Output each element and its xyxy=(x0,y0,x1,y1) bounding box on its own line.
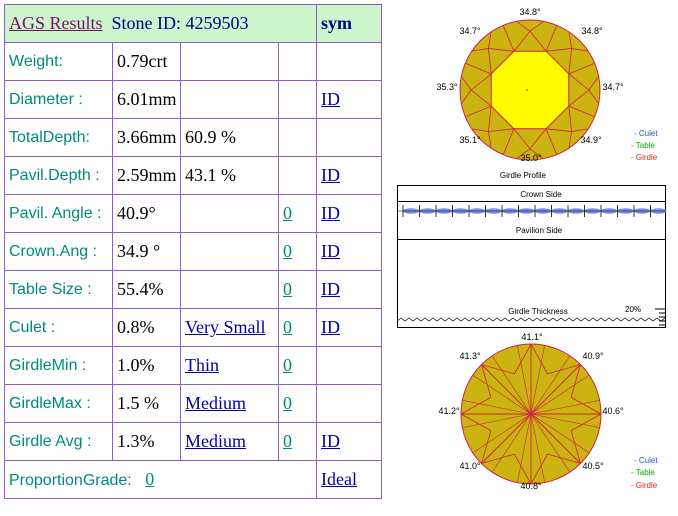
row-label-cell xyxy=(5,233,113,271)
row-id-link[interactable]: ID xyxy=(321,165,340,185)
row-value: 34.9 ° xyxy=(117,241,161,261)
row-value-2-cell xyxy=(181,233,279,271)
culet-dot xyxy=(526,89,528,91)
row-label-cell xyxy=(5,347,113,385)
angle-top: 34.8° xyxy=(519,7,541,17)
proportion-grade-link[interactable]: 0 xyxy=(145,469,155,489)
row-id-link-cell xyxy=(317,347,382,385)
legend-table: - Table xyxy=(631,141,655,150)
row-value: 1.5 % xyxy=(117,393,159,413)
pav-angle-bottom: 40.8° xyxy=(520,481,542,491)
bottom-gem xyxy=(461,344,601,484)
pav-angle-bottom-right: 40.5° xyxy=(582,461,604,471)
table-row xyxy=(5,81,382,119)
top-gem xyxy=(460,20,600,160)
crown-side-label: Crown Side xyxy=(520,190,562,199)
results-table xyxy=(4,4,382,499)
row-sym-score[interactable]: 0 xyxy=(283,431,292,451)
row-sym-score-cell xyxy=(279,309,317,347)
row-sym-score[interactable]: 0 xyxy=(283,355,292,375)
pct-label: 20% xyxy=(625,305,642,314)
row-label-cell xyxy=(5,195,113,233)
row-label: Crown.Ang : xyxy=(9,242,98,260)
row-value-2-cell xyxy=(181,309,279,347)
row-value: 40.9° xyxy=(117,203,156,223)
row-label: GirdleMax : xyxy=(9,394,91,412)
row-sym-score-cell xyxy=(279,195,317,233)
row-label-cell xyxy=(5,309,113,347)
row-sym-score[interactable]: 0 xyxy=(283,317,292,337)
row-value: 1.3% xyxy=(117,431,155,451)
row-value: 6.01mm xyxy=(117,89,177,109)
proportion-grade-label: ProportionGrade: xyxy=(9,472,132,489)
ideal-link[interactable]: Ideal xyxy=(321,469,357,489)
angle-top-left: 34.7° xyxy=(459,26,481,36)
row-value-2-cell xyxy=(181,157,279,195)
table-row xyxy=(5,385,382,423)
table-row xyxy=(5,347,382,385)
row-label: Girdle Avg : xyxy=(9,432,92,450)
row-id-link[interactable]: ID xyxy=(321,203,340,223)
row-label-cell xyxy=(5,119,113,157)
table-row xyxy=(5,271,382,309)
row-sym-score-cell xyxy=(279,385,317,423)
sym-header xyxy=(317,5,382,43)
row-sym-score-cell xyxy=(279,157,317,195)
row-label: Table Size : xyxy=(9,280,92,298)
row-id-link[interactable]: ID xyxy=(321,317,340,337)
row-label-cell xyxy=(5,423,113,461)
row-value-2-cell xyxy=(181,347,279,385)
grade-cell xyxy=(317,461,382,499)
legend-culet-2: - Culet xyxy=(634,456,658,465)
pav-angle-bottom-left: 41.0° xyxy=(459,461,481,471)
row-value-cell xyxy=(113,385,181,423)
legend-girdle-2: - Girdle xyxy=(631,481,658,490)
row-value-cell xyxy=(113,81,181,119)
row-label: Weight: xyxy=(9,52,63,70)
angle-top-right: 34.8° xyxy=(581,26,603,36)
angle-bottom-right: 34.9° xyxy=(580,135,602,145)
stone-id: Stone ID: 4259503 xyxy=(111,13,249,33)
row-label: Culet : xyxy=(9,318,56,336)
row-id-link-cell xyxy=(317,81,382,119)
row-value-cell xyxy=(113,271,181,309)
pav-angle-left: 41.2° xyxy=(438,406,460,416)
row-id-link[interactable]: ID xyxy=(321,431,340,451)
row-value-2-cell xyxy=(181,271,279,309)
row-label: Pavil.Depth : xyxy=(9,166,100,184)
legend-culet: - Culet xyxy=(634,129,658,138)
pav-angle-top-left: 41.3° xyxy=(459,351,481,361)
row-sym-score-cell xyxy=(279,43,317,81)
legend-girdle: - Girdle xyxy=(631,153,658,162)
row-sym-score[interactable]: 0 xyxy=(283,279,292,299)
footer-row xyxy=(5,461,382,499)
row-value-2: 60.9 % xyxy=(185,127,236,147)
pav-angle-right: 40.6° xyxy=(602,406,624,416)
row-value-cell xyxy=(113,423,181,461)
row-value-cell xyxy=(113,347,181,385)
row-value-2[interactable]: Medium xyxy=(185,393,246,413)
header-row xyxy=(5,5,382,43)
girdle-thickness-label: Girdle Thickness xyxy=(508,307,568,316)
row-label-cell xyxy=(5,385,113,423)
row-value-2: 43.1 % xyxy=(185,165,236,185)
row-sym-score-cell xyxy=(279,81,317,119)
row-value-cell xyxy=(113,119,181,157)
row-label: Pavil. Angle : xyxy=(9,204,102,222)
row-value-2-cell xyxy=(181,81,279,119)
row-value: 0.79crt xyxy=(117,51,168,71)
row-value-2-cell xyxy=(181,385,279,423)
row-value: 1.0% xyxy=(117,355,155,375)
row-value-2[interactable]: Medium xyxy=(185,431,246,451)
row-sym-score-cell xyxy=(279,423,317,461)
row-sym-score-cell xyxy=(279,347,317,385)
legend-table-2: - Table xyxy=(631,468,655,477)
row-id-link-cell xyxy=(317,119,382,157)
row-sym-score-cell xyxy=(279,119,317,157)
row-id-link-cell xyxy=(317,195,382,233)
row-id-link-cell xyxy=(317,423,382,461)
table-row xyxy=(5,195,382,233)
row-value-2[interactable]: Very Small xyxy=(185,317,266,337)
row-id-link-cell xyxy=(317,309,382,347)
row-label: Diameter : xyxy=(9,90,83,108)
row-value-2-cell xyxy=(181,423,279,461)
row-value-cell xyxy=(113,309,181,347)
girdle-profile-title: Girdle Profile xyxy=(499,171,547,180)
row-id-link-cell xyxy=(317,157,382,195)
table-row xyxy=(5,43,382,81)
row-id-link[interactable]: ID xyxy=(321,89,340,109)
angle-right: 34.7° xyxy=(602,82,624,92)
row-value-cell xyxy=(113,157,181,195)
table-row xyxy=(5,119,382,157)
row-label: TotalDepth: xyxy=(9,128,90,146)
row-value-2-cell xyxy=(181,43,279,81)
pavilion-side-label: Pavilion Side xyxy=(515,226,563,235)
row-value-2[interactable]: Thin xyxy=(185,355,219,375)
row-value: 55.4% xyxy=(117,279,164,299)
row-label: GirdleMin : xyxy=(9,356,87,374)
row-value-cell xyxy=(113,195,181,233)
row-sym-score[interactable]: 0 xyxy=(283,393,292,413)
ags-results-link[interactable]: AGS Results xyxy=(9,13,103,33)
table-row xyxy=(5,233,382,271)
angle-left: 35.3° xyxy=(436,82,458,92)
row-value-cell xyxy=(113,43,181,81)
row-sym-score-cell xyxy=(279,271,317,309)
pav-angle-top: 41.1° xyxy=(521,332,543,342)
pav-angle-top-right: 40.9° xyxy=(582,351,604,361)
row-id-link[interactable]: ID xyxy=(321,279,340,299)
row-value-2-cell xyxy=(181,195,279,233)
row-id-link-cell xyxy=(317,233,382,271)
row-sym-score[interactable]: 0 xyxy=(283,241,292,261)
row-value-2-cell xyxy=(181,119,279,157)
angle-bottom: 35.0° xyxy=(520,153,542,163)
row-label-cell xyxy=(5,271,113,309)
row-id-link-cell xyxy=(317,43,382,81)
row-label-cell xyxy=(5,81,113,119)
table-row xyxy=(5,423,382,461)
row-value: 2.59mm xyxy=(117,165,177,185)
crown-table xyxy=(491,51,569,129)
top-view-diagram xyxy=(397,4,678,182)
row-sym-score[interactable]: 0 xyxy=(283,203,292,223)
sym-label: sym xyxy=(321,13,352,33)
table-row xyxy=(5,309,382,347)
girdle-profile-panel xyxy=(397,183,678,329)
table-row xyxy=(5,157,382,195)
angle-bottom-left: 35.1° xyxy=(459,135,481,145)
header-cell xyxy=(5,5,317,43)
row-id-link[interactable]: ID xyxy=(321,241,340,261)
bottom-view-diagram xyxy=(397,330,678,516)
row-value: 0.8% xyxy=(117,317,155,337)
row-label-cell xyxy=(5,43,113,81)
footer-cell xyxy=(5,461,317,499)
row-value-cell xyxy=(113,233,181,271)
row-value: 3.66mm xyxy=(117,127,177,147)
row-id-link-cell xyxy=(317,385,382,423)
row-sym-score-cell xyxy=(279,233,317,271)
row-label-cell xyxy=(5,157,113,195)
row-id-link-cell xyxy=(317,271,382,309)
